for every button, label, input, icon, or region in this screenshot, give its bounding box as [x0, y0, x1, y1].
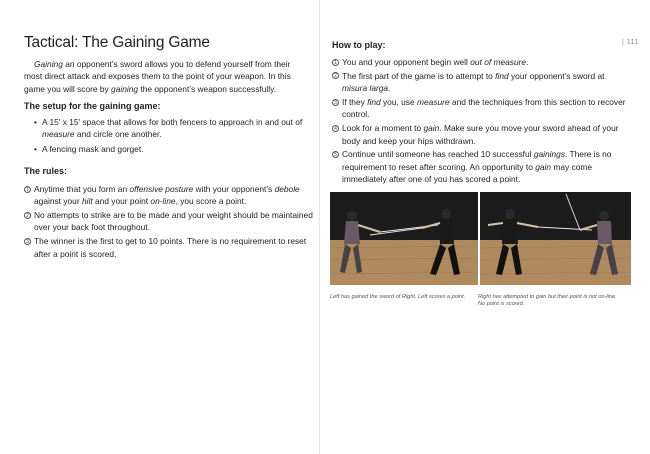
howto-item — [332, 148, 628, 185]
step-number-icon: 1 — [24, 186, 31, 193]
page-title: Tactical: The Gaining Game — [24, 34, 210, 51]
rule-text: The winner is the first to get to 10 points. There is no requirement to reset after a point is scored. — [34, 236, 307, 259]
fencing-photo-right — [480, 192, 631, 285]
howto-text: If they find you, use measure and the techniques from this section to recover control. — [342, 97, 626, 120]
how-to-play-list — [332, 56, 628, 187]
rules-heading: The rules: — [24, 166, 68, 176]
step-number-icon: 2 — [332, 72, 339, 79]
rule-item — [24, 183, 314, 208]
fencers-illustration — [480, 192, 631, 285]
rule-item — [24, 235, 314, 260]
howto-item — [332, 122, 628, 147]
intro-paragraph: Gaining an opponent’s sword allows you to defend yourself from their most direct attack and exposes them to the point of your weapon. In this game you will score by gaining the opponent’s weapon successfully. — [24, 59, 291, 94]
page-number: | 111 — [622, 39, 639, 46]
rule-text: No attempts to strike are to be made and your weight should be maintained over your back foot throughout. — [34, 210, 313, 233]
rule-text: Anytime that you form an offensive posture with your opponent’s debole against your hilt and your point on-line, you score a point. — [34, 184, 300, 207]
photo-strip — [330, 192, 631, 285]
step-number-icon: 3 — [332, 99, 339, 106]
step-number-icon: 4 — [332, 125, 339, 132]
setup-item: • A 15' x 15' space that allows for both fencers to approach in and out of measure and circle one another. — [34, 116, 310, 141]
setup-list — [34, 116, 310, 157]
how-to-play-heading: How to play: — [332, 40, 386, 50]
step-number-icon: 2 — [24, 212, 31, 219]
step-number-icon: 5 — [332, 151, 339, 158]
howto-text: Continue until someone has reached 10 successful gainings. There is no requirement to reset after scoring. An opportunity to gain may come immediately after one of you has scored a point. — [342, 149, 612, 185]
setup-heading: The setup for the gaining game: — [24, 101, 161, 111]
right-page — [320, 0, 650, 454]
step-number-icon: 3 — [24, 238, 31, 245]
setup-item: • A fencing mask and gorget. — [34, 143, 310, 155]
photo-caption-right: Right has attempted to gain but their point is not on-line. No point is scored. — [478, 294, 617, 308]
rules-list — [24, 183, 314, 262]
howto-text: Look for a moment to gain. Make sure you move your sword ahead of your body and keep your hips withdrawn. — [342, 123, 619, 146]
howto-item — [332, 96, 628, 121]
fencing-photo-left — [330, 192, 478, 285]
howto-item — [332, 70, 628, 95]
left-page — [0, 0, 320, 454]
step-number-icon: 1 — [332, 59, 339, 66]
rule-item — [24, 209, 314, 234]
fencers-illustration — [330, 192, 478, 285]
howto-text: The first part of the game is to attempt to find your opponent’s sword at misura larga. — [342, 70, 605, 94]
photo-caption-left: Left has gained the sword of Right. Left scores a point. — [330, 294, 466, 300]
howto-text: You and your opponent begin well out of measure. — [342, 57, 529, 67]
howto-item — [332, 56, 628, 68]
